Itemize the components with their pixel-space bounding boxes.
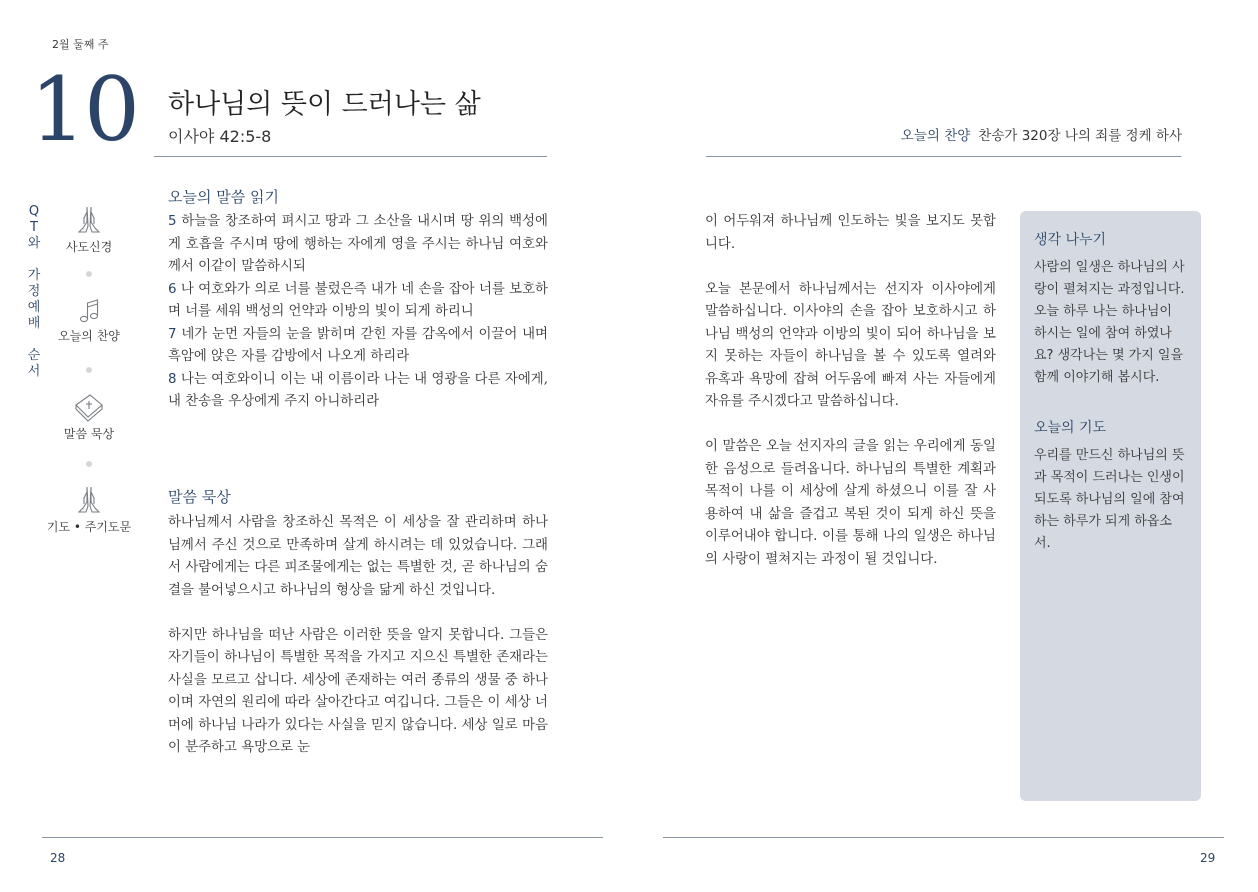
scripture-reference: 이사야 42:5-8 [168,127,272,146]
scripture-passage [168,211,548,414]
share-thoughts-block [1034,229,1187,389]
header-divider-right [706,156,1181,157]
hymn-label: 오늘의 찬양 [900,128,971,144]
step-apostles-creed [39,204,139,255]
page-number-left: 28 [50,851,66,865]
side-label-char: Q [28,204,40,219]
meditation-paragraph: 이 어두워져 하나님께 인도하는 빛을 보지도 못합니다. [705,214,996,252]
verse-text: 나 여호와가 의로 너를 불렀은즉 내가 네 손을 잡아 너를 보호하며 너를 세워 백성의 언약과 이방의 빛이 되게 하리니 [168,281,548,319]
hymn-text: 찬송가 320장 나의 죄를 정케 하사 [978,128,1182,144]
footer-divider-right [663,837,1224,838]
header-divider-left [154,156,547,157]
step-todays-hymn [39,297,139,344]
verse-text: 나는 여호와이니 이는 내 이름이라 나는 내 영광을 다른 자에게, 내 찬송을 우상에게 주지 아니하리라 [168,371,548,409]
todays-prayer-text: 우리를 만드신 하나님의 뜻과 목적이 드러나는 인생이 되도록 하나님의 일에 참여하는 하루가 되게 하옵소서. [1034,448,1185,551]
bible-icon [72,391,106,423]
side-label-char: 가 [27,268,41,283]
page-title: 하나님의 뜻이 드러나는 삶 [168,89,481,120]
side-label-char: 순 [27,348,41,363]
step-label: 오늘의 찬양 [58,329,120,343]
reading-heading: 오늘의 말씀 읽기 [168,188,279,206]
meditation-paragraph: 이 말씀은 오늘 선지자의 글을 읽는 우리에게 동일한 음성으로 들려옵니다. 하나님의 특별한 계획과 목적이 나를 이 세상에 살게 하셨으니 이를 잘 사용하여 내 삶을 즐겁고 복된 것이 되게 하신 뜻을 이루어내야 합니다. 이를 통해 나의 일생은 하나님의 사랑이 펼쳐지는 과정이 될 것입니다. [705,439,996,567]
share-thoughts-heading: 생각 나누기 [1034,232,1107,248]
step-word-meditation [39,391,139,442]
week-label: 2월 둘째 주 [52,38,109,51]
step-label: 말씀 묵상 [63,427,115,441]
page-number-right: 29 [1200,851,1216,865]
praying-hands-icon [74,204,104,236]
verse-number: 8 [168,371,177,387]
step-label: 기도 • 주기도문 [46,520,132,534]
meditation-text-right [705,211,996,571]
verse-text: 하늘을 창조하여 펴시고 땅과 그 소산을 내시며 땅 위의 백성에게 호흡을 주시며 땅에 행하는 자에게 영을 주시는 하나님 여호와께서 이같이 말씀하시되 [168,214,548,274]
todays-hymn [901,124,1182,144]
side-label-char: 배 [27,316,41,331]
meditation-text-left [168,512,548,760]
side-label-char: T [30,220,38,235]
music-note-icon [74,297,104,325]
footer-divider-left [42,837,603,838]
verse-text: 네가 눈먼 자들의 눈을 밝히며 갇힌 자를 감옥에서 이끌어 내며 흑암에 앉은 자를 감방에서 나오게 하리라 [168,326,548,364]
meditation-paragraph: 하지만 하나님을 떠난 사람은 이러한 뜻을 알지 못합니다. 그들은 자기들이 하나님이 특별한 목적을 가지고 지으신 특별한 존재라는 사실을 모르고 삽니다. 세상에 존재하는 여러 종류의 생물 중 하나이며 자연의 원리에 따라 살아간다고 여깁니다. 그들은 이 세상 너머에 하나님 나라가 있다는 사실을 믿지 않습니다. 세상 일로 마음이 분주하고 욕망으로 눈 [168,627,548,755]
share-thoughts-text: 사람의 일생은 하나님의 사랑이 펼쳐지는 과정입니다. 오늘 하루 나는 하나님이 하시는 일에 참여 하였나요? 생각나는 몇 가지 일을 함께 이야기해 봅시다. [1034,260,1185,385]
meditation-paragraph: 오늘 본문에서 하나님께서는 선지자 이사야에게 말씀하십니다. 이사야의 손을 잡아 보호하시고 하나님 백성의 언약과 이방의 빛이 되어 하나님을 보지 못하는 자들이 하나님을 볼 수 있도록 열려와 유혹과 욕망에 잡혀 어두움에 빠져 사는 자들에게 자유를 주시겠다고 말씀하십니다. [705,281,996,409]
step-prayer [39,484,139,535]
day-number: 10 [30,58,138,161]
meditation-heading: 말씀 묵상 [168,488,231,506]
praying-hands-icon [74,484,104,516]
step-label: 사도신경 [65,240,113,254]
todays-prayer-block [1034,417,1187,555]
verse-number: 5 [168,214,177,229]
side-label-char: 예 [27,300,41,315]
todays-prayer-heading: 오늘의 기도 [1034,420,1107,436]
verse-number: 7 [168,326,177,342]
step-separator-dot [86,367,92,373]
side-label-char: 정 [27,284,41,299]
verse-number: 6 [168,281,177,297]
side-label-char: 서 [27,364,41,379]
side-label-char: 와 [27,236,41,251]
meditation-paragraph: 하나님께서 사람을 창조하신 목적은 이 세상을 잘 관리하며 하나님께서 주신 것으로 만족하며 살게 하시려는 데 있었습니다. 그래서 사람에게는 다른 피조물에게는 없는 특별한 것, 곧 하나님의 숨결을 불어넣으시고 하나님의 형상을 닮게 하신 것입니다. [168,515,548,598]
step-separator-dot [86,461,92,467]
sidebar-panel [1020,211,1201,801]
step-separator-dot [86,271,92,277]
